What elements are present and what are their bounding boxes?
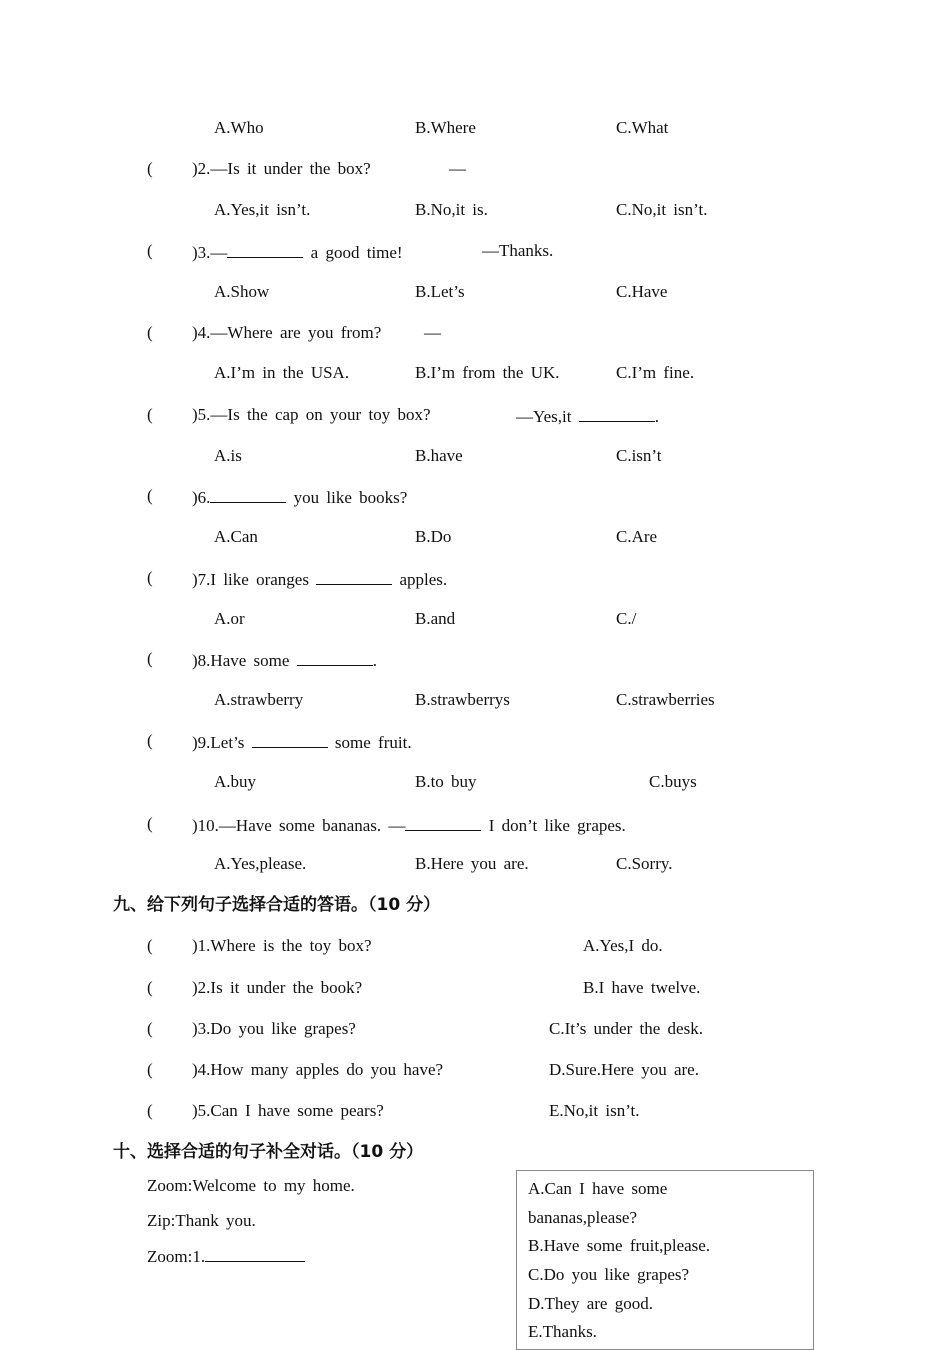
question-number: )8. [192,651,211,670]
answer-blank[interactable] [297,649,373,666]
q10-option-a: A.Yes,please. [214,854,307,873]
question-5 [192,405,431,425]
question-number: )5. [192,405,211,424]
q9-option-b: B.to buy [415,772,477,791]
answer-blank[interactable] [252,731,328,748]
match-answer-a: A.Yes,I do. [583,936,663,955]
reply-dash: — [424,323,441,342]
match-question-3: )3.Do you like grapes? [192,1019,356,1038]
reply-words: —Yes,it [516,407,572,426]
question-text: —Is it under the box? [210,159,371,178]
dialogue-line-3 [147,1245,305,1267]
box-option-a: A.Can I have some [528,1179,668,1198]
question-8 [192,649,377,671]
answer-paren: ( [147,649,153,668]
q3-option-b: B.Let’s [415,282,465,301]
question-text: — [210,243,228,262]
question-text: —Is the cap on your toy box? [210,405,431,424]
question-text: Let’s [210,733,245,752]
answer-blank[interactable] [210,486,286,503]
q7-option-a: A.or [214,609,245,628]
question-text: 1.Where is the toy box? [197,936,372,955]
match-question-4: )4.How many apples do you have? [192,1060,444,1079]
match-question-2: )2.Is it under the book? [192,978,363,997]
q9-option-c: C.buys [649,772,697,791]
question-number: )6. [192,488,211,507]
q7-option-c: C./ [616,609,637,628]
question-text: you like books? [286,488,408,507]
match-answer-d: D.Sure.Here you are. [549,1060,699,1079]
answer-paren: ( [147,936,153,955]
dialogue-text: Zoom:1. [147,1247,206,1266]
question-text: Have some [210,651,290,670]
box-option-a-cont: bananas,please? [528,1208,638,1227]
q2-option-c: C.No,it isn’t. [616,200,708,219]
q7-option-b: B.and [415,609,456,628]
q1-option-c: C.What [616,118,669,137]
answer-paren: ( [147,159,153,178]
answer-blank[interactable] [316,568,392,585]
question-text: —Have some bananas. — [218,816,406,835]
reply-end: . [654,407,659,426]
box-option-e: E.Thanks. [528,1322,597,1341]
question-text: I don’t like grapes. [481,816,626,835]
q4-option-c: C.I’m fine. [616,363,695,382]
question-3 [192,241,403,263]
q8-option-a: A.strawberry [214,690,304,709]
question-text: . [372,651,377,670]
question-6 [192,486,407,508]
question-number: )3. [192,243,211,262]
question-text: apples. [392,570,448,589]
q1-option-b: B.Where [415,118,476,137]
section-10-title: 十、选择合适的句子补全对话。（10 分） [113,1142,424,1162]
question-text: —Where are you from? [210,323,382,342]
reply-text: —Thanks. [482,241,554,260]
answer-blank[interactable] [579,405,655,422]
question-4 [192,323,381,343]
match-answer-e: E.No,it isn’t. [549,1101,640,1120]
question-text: I like oranges [210,570,309,589]
match-question-5: )5.Can I have some pears? [192,1101,384,1120]
answer-paren: ( [147,1101,153,1120]
question-2 [192,159,371,179]
question-text: 5.Can I have some pears? [197,1101,384,1120]
q6-option-b: B.Do [415,527,452,546]
question-text: 4.How many apples do you have? [197,1060,444,1079]
question-text: some fruit. [327,733,412,752]
answer-paren: ( [147,731,153,750]
q10-option-c: C.Sorry. [616,854,673,873]
box-option-b: B.Have some fruit,please. [528,1236,711,1255]
answer-blank[interactable] [205,1245,305,1262]
question-number: )10. [192,816,219,835]
q4-option-a: A.I’m in the USA. [214,363,350,382]
q1-option-a: A.Who [214,118,264,137]
box-option-d: D.They are good. [528,1294,653,1313]
question-7 [192,568,447,590]
answer-blank[interactable] [227,241,303,258]
answer-paren: ( [147,241,153,260]
q2-option-b: B.No,it is. [415,200,488,219]
question-number: )2. [192,159,211,178]
q9-option-a: A.buy [214,772,257,791]
answer-paren: ( [147,1019,153,1038]
section-9-title: 九、给下列句子选择合适的答语。（10 分） [113,895,441,915]
q3-option-c: C.Have [616,282,668,301]
q8-option-b: B.strawberrys [415,690,510,709]
reply-text [516,405,659,427]
answer-paren: ( [147,405,153,424]
q5-option-a: A.is [214,446,242,465]
question-text: 3.Do you like grapes? [197,1019,356,1038]
answer-paren: ( [147,486,153,505]
question-number: )4. [192,323,211,342]
dialogue-line-1: Zoom:Welcome to my home. [147,1176,355,1195]
answer-paren: ( [147,978,153,997]
question-number: )7. [192,570,211,589]
question-text: a good time! [303,243,403,262]
match-answer-c: C.It’s under the desk. [549,1019,703,1038]
question-10 [192,814,626,836]
q4-option-b: B.I’m from the UK. [415,363,560,382]
dialogue-line-2: Zip:Thank you. [147,1211,256,1230]
options-box [516,1170,814,1350]
question-number: )9. [192,733,211,752]
q8-option-c: C.strawberries [616,690,715,709]
q5-option-b: B.have [415,446,463,465]
answer-paren: ( [147,814,153,833]
q6-option-c: C.Are [616,527,658,546]
q5-option-c: C.isn’t [616,446,662,465]
box-option-c: C.Do you like grapes? [528,1265,690,1284]
q3-option-a: A.Show [214,282,270,301]
q2-option-a: A.Yes,it isn’t. [214,200,311,219]
reply-dash: — [449,159,466,178]
answer-paren: ( [147,323,153,342]
q10-option-b: B.Here you are. [415,854,529,873]
answer-paren: ( [147,568,153,587]
answer-paren: ( [147,1060,153,1079]
question-text: 2.Is it under the book? [197,978,363,997]
answer-blank[interactable] [405,814,481,831]
q6-option-a: A.Can [214,527,258,546]
match-question-1: )1.Where is the toy box? [192,936,372,955]
question-9 [192,731,412,753]
match-answer-b: B.I have twelve. [583,978,701,997]
